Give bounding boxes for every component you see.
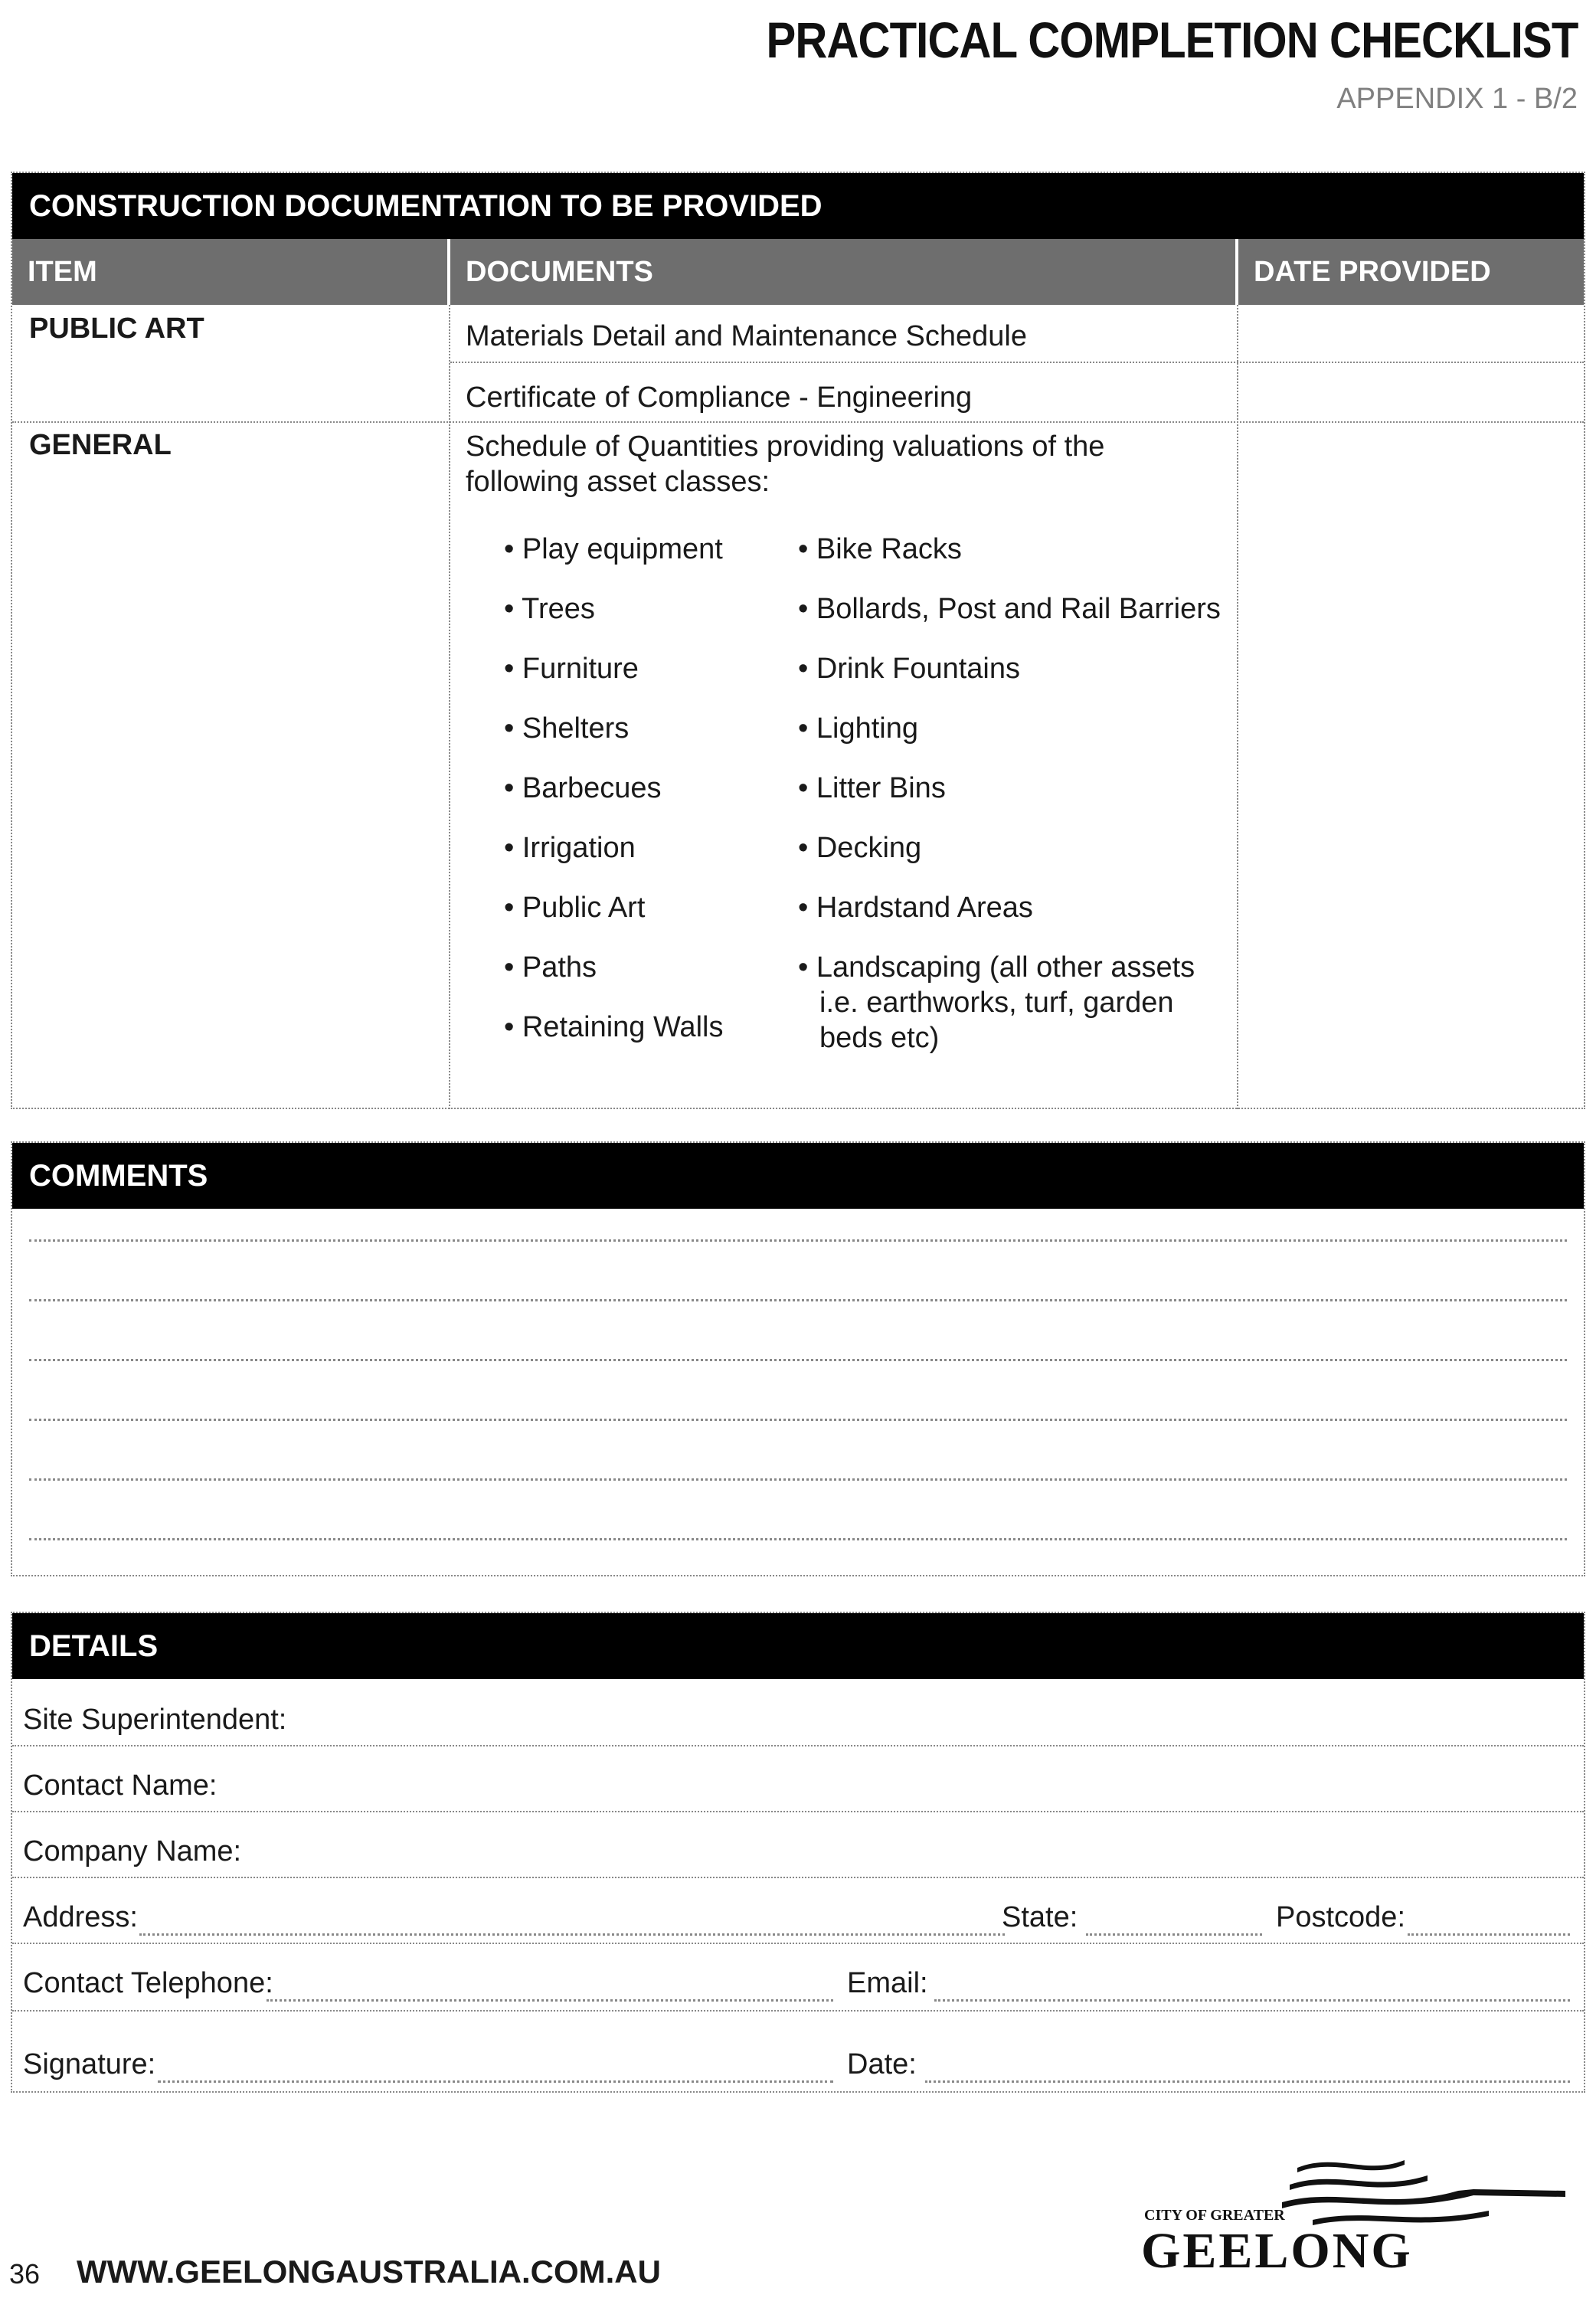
comments-heading: COMMENTS xyxy=(12,1143,1584,1209)
col-header-date: DATE PROVIDED xyxy=(1238,239,1584,305)
asset-trees: • Trees xyxy=(504,593,595,625)
asset-furniture: • Furniture xyxy=(504,653,639,685)
asset-hardstand-areas: • Hardstand Areas xyxy=(798,892,1033,924)
website-url[interactable]: WWW.GEELONGAUSTRALIA.COM.AU xyxy=(77,2254,661,2290)
signature-label: Signature: xyxy=(23,2048,156,2080)
details-heading: DETAILS xyxy=(12,1613,1584,1679)
asset-public-art: • Public Art xyxy=(504,892,646,924)
address-field[interactable] xyxy=(139,1933,1005,1936)
page-title: PRACTICAL COMPLETION CHECKLIST xyxy=(766,11,1578,68)
item-general: GENERAL xyxy=(29,429,172,461)
row-divider xyxy=(12,1745,1584,1746)
site-superintendent-label: Site Superintendent: xyxy=(23,1704,287,1736)
col-header-documents: DOCUMENTS xyxy=(450,239,1235,305)
col-header-item: ITEM xyxy=(12,239,447,305)
geelong-logo xyxy=(1136,2145,1565,2283)
comment-line[interactable] xyxy=(29,1239,1567,1242)
documentation-table xyxy=(11,172,1585,1109)
comment-line[interactable] xyxy=(29,1299,1567,1301)
date-field[interactable] xyxy=(925,2080,1570,2083)
doc-materials-detail: Materials Detail and Maintenance Schedule xyxy=(466,320,1027,352)
asset-shelters: • Shelters xyxy=(504,712,630,745)
logo-small-text: CITY OF GREATER xyxy=(1144,2207,1285,2224)
contact-telephone-label: Contact Telephone: xyxy=(23,1967,273,1999)
asset-lighting: • Lighting xyxy=(798,712,918,745)
contact-name-label: Contact Name: xyxy=(23,1769,217,1802)
email-label: Email: xyxy=(847,1967,928,1999)
details-section xyxy=(11,1612,1585,2093)
page-number: 36 xyxy=(9,2258,41,2290)
asset-barbecues: • Barbecues xyxy=(504,772,662,804)
asset-retaining-walls: • Retaining Walls xyxy=(504,1011,724,1043)
row-divider xyxy=(12,1877,1584,1878)
doc-certificate-compliance: Certificate of Compliance - Engineering xyxy=(466,381,973,414)
row-divider xyxy=(12,1811,1584,1812)
comments-section xyxy=(11,1141,1585,1576)
row-divider xyxy=(12,2010,1584,2012)
row-divider xyxy=(12,421,1584,423)
row-divider xyxy=(450,362,1584,363)
doc-schedule-of-quantities: Schedule of Quantities providing valuations of the following asset classes: xyxy=(466,430,1105,498)
state-label: State: xyxy=(1002,1901,1078,1933)
company-name-label: Company Name: xyxy=(23,1835,242,1868)
comment-line[interactable] xyxy=(29,1538,1567,1540)
logo-big-text: GEELONG xyxy=(1141,2223,1413,2279)
wave-lines-icon xyxy=(1282,2160,1565,2225)
asset-landscaping: • Landscaping (all other assets i.e. earthworks, turf, garden beds etc) xyxy=(798,951,1195,1054)
date-label: Date: xyxy=(847,2048,917,2080)
asset-bollards: • Bollards, Post and Rail Barriers xyxy=(798,593,1221,625)
address-label: Address: xyxy=(23,1901,138,1933)
asset-bike-racks: • Bike Racks xyxy=(798,533,962,565)
state-field[interactable] xyxy=(1086,1933,1262,1936)
date-provided-certificate[interactable] xyxy=(1239,365,1582,420)
item-public-art: PUBLIC ART xyxy=(29,313,204,345)
comment-line[interactable] xyxy=(29,1478,1567,1481)
asset-play-equipment: • Play equipment xyxy=(504,533,723,565)
asset-drink-fountains: • Drink Fountains xyxy=(798,653,1020,685)
asset-decking: • Decking xyxy=(798,832,922,864)
date-provided-general[interactable] xyxy=(1239,424,1582,1108)
comment-line[interactable] xyxy=(29,1359,1567,1361)
asset-paths: • Paths xyxy=(504,951,597,984)
contact-telephone-field[interactable] xyxy=(267,1999,833,2002)
postcode-field[interactable] xyxy=(1408,1933,1570,1936)
column-divider xyxy=(1237,305,1238,1109)
signature-field[interactable] xyxy=(158,2080,833,2083)
asset-litter-bins: • Litter Bins xyxy=(798,772,946,804)
postcode-label: Postcode: xyxy=(1276,1901,1405,1933)
asset-irrigation: • Irrigation xyxy=(504,832,636,864)
email-field[interactable] xyxy=(934,1999,1570,2002)
column-divider xyxy=(449,305,450,1109)
page-subtitle: APPENDIX 1 - B/2 xyxy=(1336,83,1578,115)
row-divider xyxy=(12,1943,1584,1944)
documentation-heading: CONSTRUCTION DOCUMENTATION TO BE PROVIDED xyxy=(12,173,1584,239)
comment-line[interactable] xyxy=(29,1419,1567,1421)
date-provided-materials[interactable] xyxy=(1239,306,1582,360)
